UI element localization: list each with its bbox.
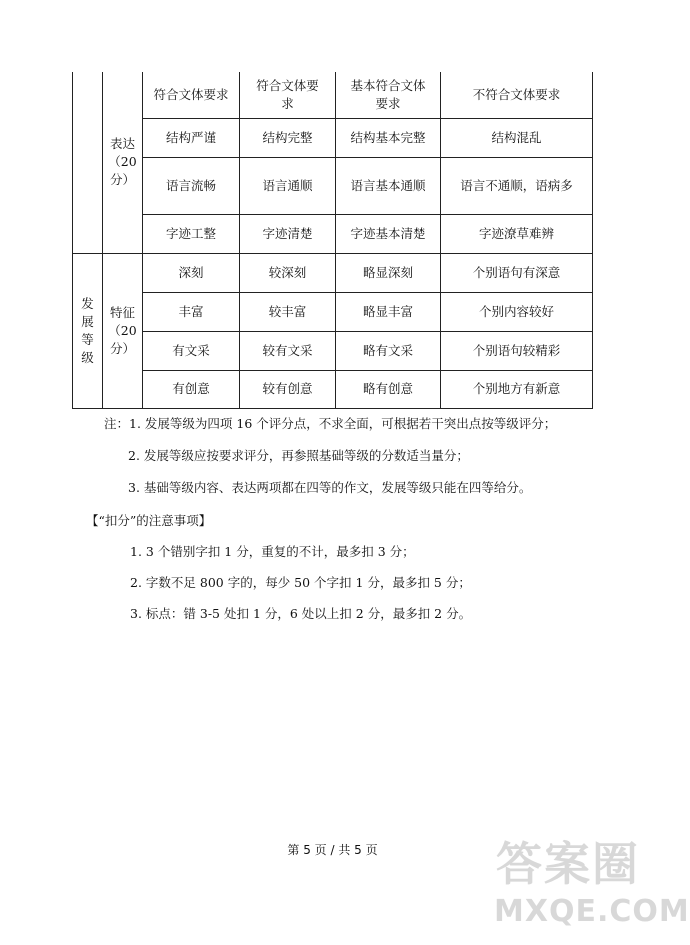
table-cell: 个别内容较好 [441, 292, 593, 331]
table-cell: 不符合文体要求 [441, 72, 593, 118]
table-cell: 略显深刻 [336, 253, 441, 292]
table-cell: 略有文采 [336, 331, 441, 370]
table-cell: 语言流畅 [143, 157, 240, 214]
watermark-text: 答案圈 [496, 837, 640, 891]
table-cell: 有创意 [143, 370, 240, 408]
expression-label: 表达 （20 分） [103, 72, 143, 253]
table-row [73, 157, 593, 214]
table-cell: 略显丰富 [336, 292, 441, 331]
note-2: 2. 发展等级应按要求评分，再参照基础等级的分数适当量分； [128, 448, 469, 463]
note-1: 注：1. 发展等级为四项 16 个评分点，不求全面，可根据若干突出点按等级评分； [104, 416, 557, 431]
table-cell: 较丰富 [240, 292, 336, 331]
table-cell: 语言通顺 [240, 157, 336, 214]
blank-category-cell [73, 72, 103, 253]
watermark-logo [490, 828, 690, 938]
table-cell: 结构完整 [240, 118, 336, 157]
deduction-2: 2. 字数不足 800 字的，每少 50 个字扣 1 分，最多扣 5 分； [130, 575, 471, 590]
table-row [73, 292, 593, 331]
page-number: 第 5 页 / 共 5 页 [287, 843, 378, 857]
table-cell: 有文采 [143, 331, 240, 370]
deduction-title: 【“扣分”的注意事项】 [86, 513, 212, 528]
table-cell: 深刻 [143, 253, 240, 292]
scoring-table [72, 72, 593, 409]
table-cell: 符合文体要 求 [240, 72, 336, 118]
development-label: 发 展 等 级 [73, 253, 103, 408]
table-row [73, 331, 593, 370]
deduction-3: 3. 标点：错 3-5 处扣 1 分，6 处以上扣 2 分，最多扣 2 分。 [130, 606, 472, 621]
table-cell: 结构基本完整 [336, 118, 441, 157]
table-cell: 基本符合文体 要求 [336, 72, 441, 118]
feature-label: 特征 （20 分） [103, 253, 143, 408]
table-cell: 个别地方有新意 [441, 370, 593, 408]
table-row [73, 253, 593, 292]
table-cell: 字迹基本清楚 [336, 214, 441, 253]
table-row [73, 370, 593, 408]
table-cell: 语言基本通顺 [336, 157, 441, 214]
table-cell: 结构严谨 [143, 118, 240, 157]
table-cell: 字迹潦草难辨 [441, 214, 593, 253]
table-cell: 较有创意 [240, 370, 336, 408]
watermark-url: MXQE.COM [494, 894, 690, 929]
table-cell: 字迹清楚 [240, 214, 336, 253]
table-row [73, 118, 593, 157]
table-cell: 较深刻 [240, 253, 336, 292]
table-cell: 个别语句有深意 [441, 253, 593, 292]
table-row [73, 214, 593, 253]
table-cell: 略有创意 [336, 370, 441, 408]
table-cell: 较有文采 [240, 331, 336, 370]
table-cell: 结构混乱 [441, 118, 593, 157]
deduction-1: 1. 3 个错别字扣 1 分，重复的不计，最多扣 3 分； [130, 544, 415, 559]
table-cell: 字迹工整 [143, 214, 240, 253]
note-3: 3. 基础等级内容、表达两项都在四等的作文，发展等级只能在四等给分。 [128, 480, 532, 495]
table-cell: 丰富 [143, 292, 240, 331]
table-cell: 个别语句较精彩 [441, 331, 593, 370]
table-cell: 符合文体要求 [143, 72, 240, 118]
table-row [73, 72, 593, 118]
table-cell: 语言不通顺，语病多 [441, 157, 593, 214]
